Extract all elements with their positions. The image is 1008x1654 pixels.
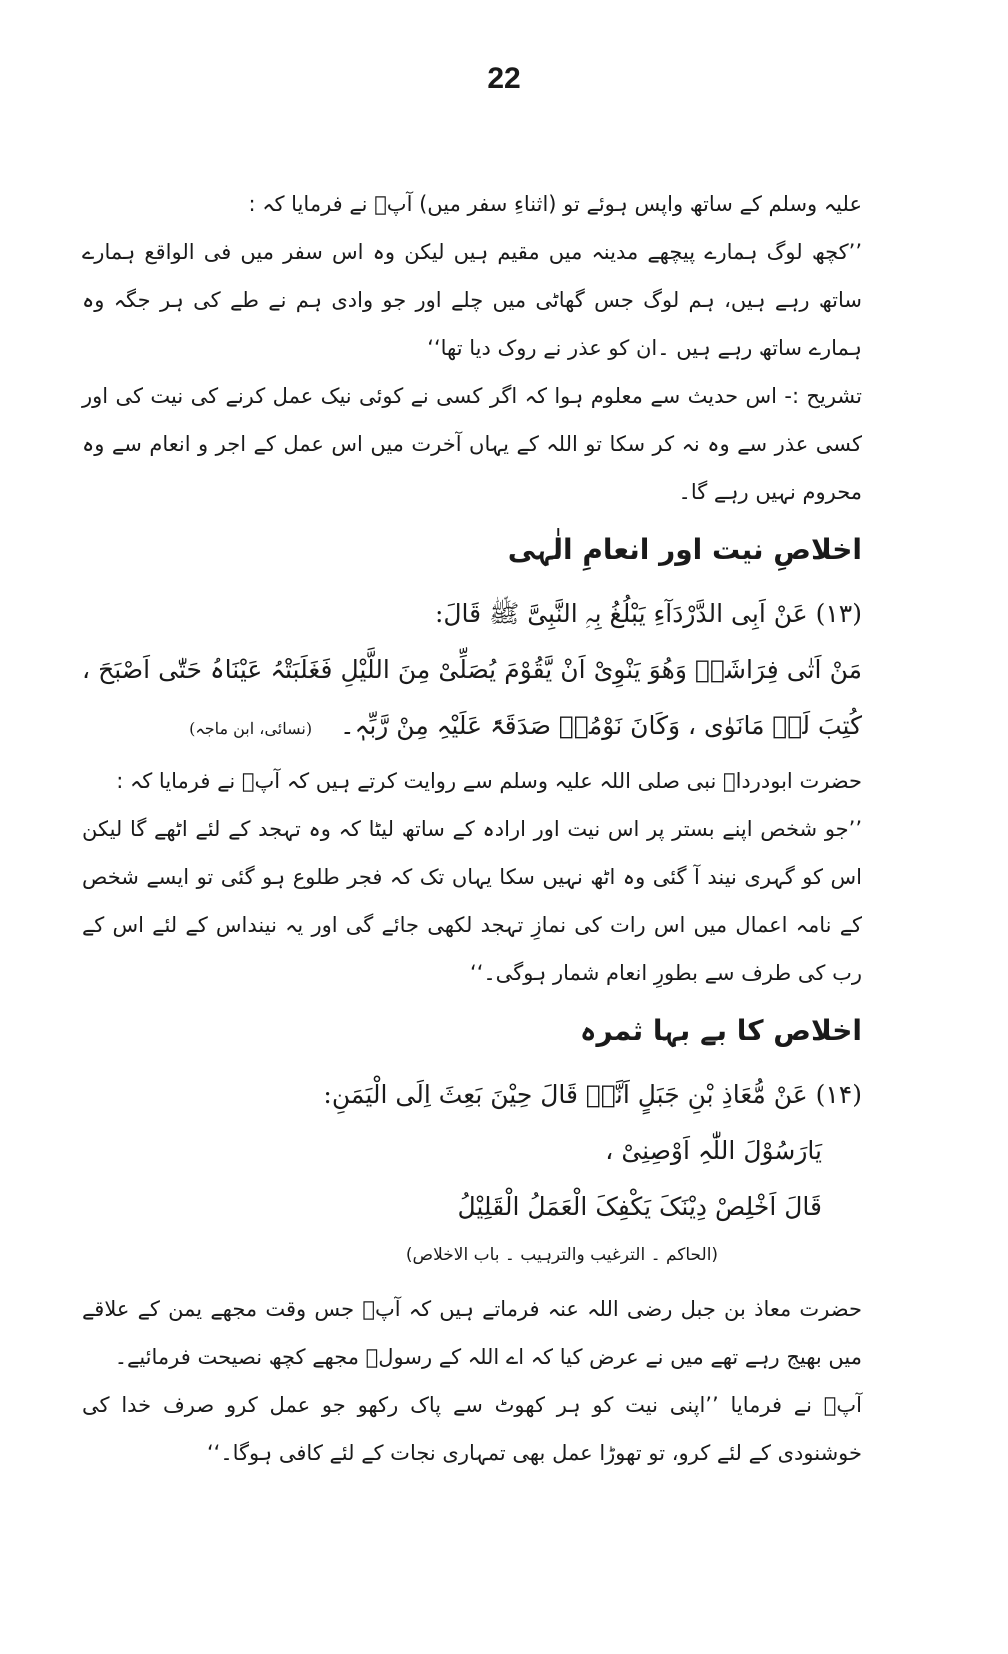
page-content — [82, 180, 862, 1477]
hadith-13-reference: (نسائی، ابن ماجہ) — [189, 719, 313, 738]
hadith-14-line-2: قَالَ اَخْلِصْ دِیْنَکَ یَکْفِکَ الْعَمَلُ الْقَلِیْلُ — [457, 1192, 822, 1221]
hadith-13-intro: (۱۳) عَنْ اَبِی الدَّرْدَآءِ یَبْلُغُ بِہِ النَّبِیَّ ﷺ قَالَ: — [434, 599, 862, 628]
hadith-14-intro: (۱۴) عَنْ مُّعَاذِ بْنِ جَبَلٍ اَنَّہٗ قَالَ حِیْنَ بَعِثَ اِلَی الْیَمَنِ: — [323, 1080, 862, 1109]
hadith-14-reference: (الحاکم ۔ الترغیب والترہیب ۔ باب الاخلاص) — [405, 1245, 719, 1265]
hadith-13-translation-intro: حضرت ابودرداؓ نبی صلی اللہ علیہ وسلم سے روایت کرتے ہیں کہ آپؐ نے فرمایا کہ : — [116, 769, 862, 793]
hadith-13-text — [82, 642, 862, 757]
hadith-14-translation-1: حضرت معاذ بن جبل رضی اللہ عنہ فرماتے ہیں کہ آپؐ جس وقت مجھے یمن کے علاقے میں بھیج رہے تھے میں نے عرض کیا کہ اے اللہ کے رسولؐ مجھے کچھ نصیحت فرمائیے۔ — [82, 1297, 862, 1369]
intro-quote: ’’کچھ لوگ ہمارے پیچھے مدینہ میں مقیم ہیں لیکن وہ اس سفر میں فی الواقع ہمارے ساتھ رہے ہیں، ہم لوگ جس گھاٹی میں چلے اور جو وادی ہم نے طے کی ہر جگہ وہ ہمارے ساتھ رہے ہیں ۔ان کو عذر نے روک دیا تھا‘‘ — [82, 240, 862, 360]
hadith-13-translation: ’’جو شخص اپنے بستر پر اس نیت اور ارادہ کے ساتھ لیٹا کہ وہ تہجد کے لئے اٹھے گا لیکن اس کو گہری نیند آ گئی وہ اٹھ نہیں سکا یہاں تک کہ فجر طلوع ہو گئی تو ایسے شخص کے نامہ اعمال میں اس رات کی نمازِ تہجد لکھی جائے گی اور یہ نینداس کے لئے اس کے رب کی طرف سے بطورِ انعام شمار ہوگی۔‘‘ — [82, 817, 862, 985]
page-number: 22 — [487, 62, 521, 95]
hadith-14-translation-2: آپؐ نے فرمایا ’’اپنی نیت کو ہر کھوٹ سے پاک رکھو جو عمل کرو صرف خدا کی خوشنودی کے لئے کرو، تو تھوڑا عمل بھی تمہاری نجات کے لئے کافی ہوگا۔‘‘ — [82, 1393, 862, 1465]
section-heading-sincere-intention: اخلاصِ نیت اور انعامِ الٰہی — [507, 533, 862, 566]
section-heading-fruit-of-sincerity: اخلاص کا بے بہا ثمرہ — [580, 1014, 862, 1047]
explanation-paragraph: تشریح :- اس حدیث سے معلوم ہوا کہ اگر کسی نے کوئی نیک عمل کرنے کی نیت کی اور کسی عذر سے وہ نہ کر سکا تو اللہ کے یہاں آخرت میں اس عمل کے اجر و انعام سے وہ محروم نہیں رہے گا۔ — [82, 384, 862, 504]
hadith-13-arabic: مَنْ اَتٰی فِرَاشَہٗ وَھُوَ یَنْوِیْ اَنْ یَّقُوْمَ یُصَلِّیْ مِنَ اللَّیْلِ فَغَلَبَتْہُ عَیْنَاہُ حَتّٰی اَصْبَحَ ، کُتِبَ لَہٗ مَانَوٰی ، وَکَانَ نَوْمُہٗ صَدَقَۃً عَلَیْہِ مِنْ رَّبِّہٖ۔ — [82, 655, 862, 740]
hadith-14-line-1: یَارَسُوْلَ اللّٰہِ اَوْصِنِیْ ، — [605, 1136, 822, 1165]
intro-line: علیہ وسلم کے ساتھ واپس ہوئے تو (اثناءِ سفر میں) آپؐ نے فرمایا کہ : — [248, 192, 862, 216]
